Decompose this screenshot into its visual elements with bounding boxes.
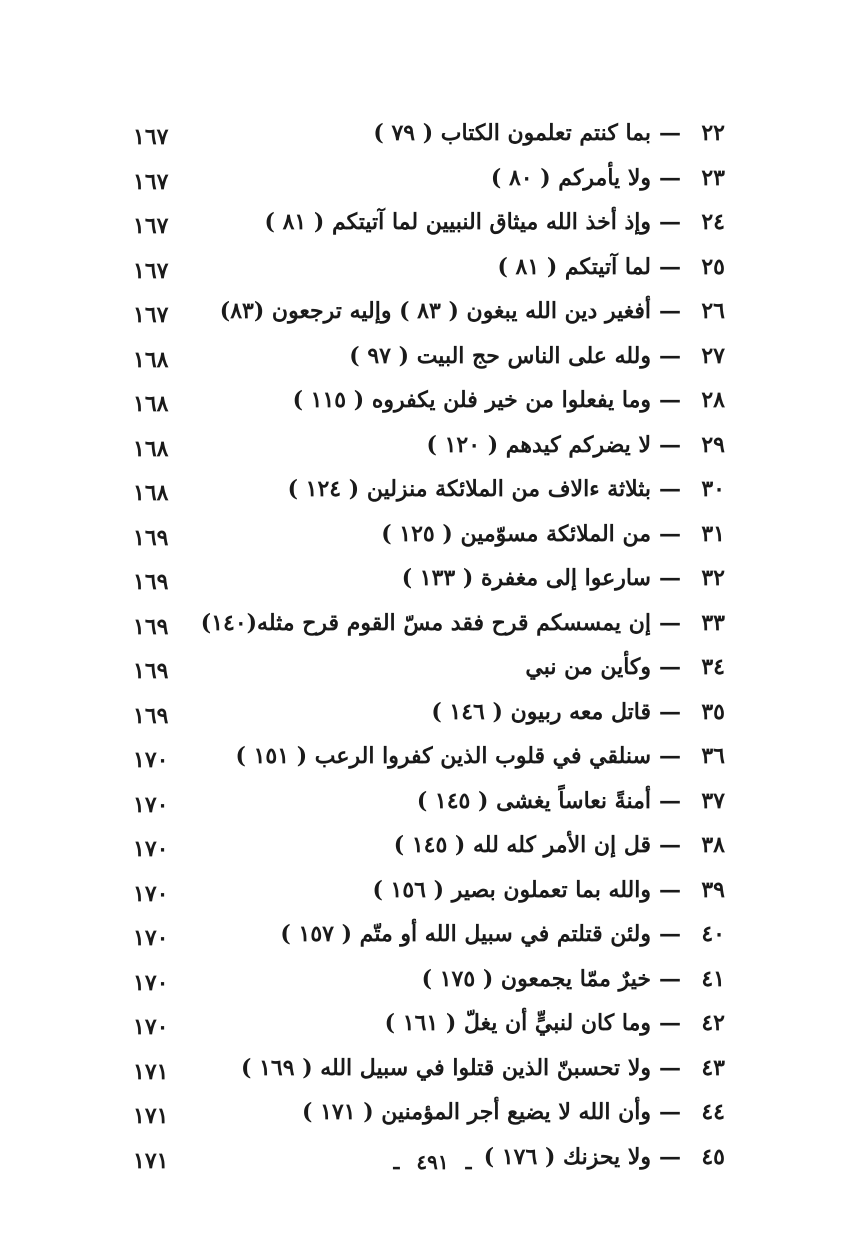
index-entry — [302, 1096, 725, 1128]
entry-page-number: ١٦٨ — [133, 391, 169, 417]
index-entry — [385, 1007, 725, 1039]
page-number: ٤٩١ — [416, 1150, 449, 1174]
entry-page-number: ١٦٨ — [133, 346, 169, 373]
entry-text: بما كنتم تعلمون الكتاب ( ٧٩ ) — [373, 120, 651, 146]
entry-dash: — — [659, 209, 681, 235]
index-row — [0, 202, 865, 247]
index-row — [0, 1003, 865, 1048]
entry-text: خيرٌ ممّا يجمعون ( ١٧٥ ) — [421, 965, 651, 992]
entry-text: وما يفعلوا من خير فلن يكفروه ( ١١٥ ) — [292, 387, 651, 413]
entry-text: سنلقي في قلوب الذين كفروا الرعب ( ١٥١ ) — [235, 743, 651, 769]
index-row — [0, 1048, 865, 1093]
entry-dash: — — [659, 787, 681, 814]
entry-number: ٢٩ — [701, 431, 725, 458]
entry-text: إن يمسسكم قرح فقد مسّ القوم قرح مثله(١٤٠) — [200, 609, 651, 636]
entry-number: ٣٣ — [701, 609, 725, 636]
entry-text: بثلاثة ءالاف من الملائكة منزلين ( ١٢٤ ) — [287, 476, 651, 502]
index-row — [0, 380, 865, 425]
entry-dash: — — [659, 342, 681, 369]
index-row — [0, 247, 865, 292]
index-entry — [491, 162, 725, 194]
entry-text: ولا يأمركم ( ٨٠ ) — [490, 164, 651, 191]
entry-number: ٤٠ — [701, 921, 725, 947]
index-entry — [201, 607, 725, 639]
entry-number: ٣٨ — [701, 832, 725, 858]
entry-number: ٣١ — [701, 520, 725, 547]
index-entry — [417, 785, 725, 817]
entry-dash: — — [659, 476, 681, 502]
entry-dash: — — [659, 120, 681, 146]
index-row — [0, 158, 865, 203]
entry-text: ولئن قتلتم في سبيل الله أو متّم ( ١٥٧ ) — [280, 921, 651, 947]
entry-page-number: ١٦٩ — [133, 569, 169, 595]
entry-number: ٣٠ — [701, 476, 725, 502]
index-row — [0, 514, 865, 559]
index-entry — [236, 740, 726, 772]
entry-number: ٤٤ — [701, 1099, 725, 1125]
entry-number: ٢٣ — [701, 164, 725, 191]
entry-text: قل إن الأمر كله لله ( ١٤٥ ) — [393, 832, 651, 858]
entry-text: وكأين من نبي — [525, 654, 651, 680]
index-row — [0, 692, 865, 737]
entry-text: أفغير دين الله يبغون ( ٨٣ ) وإليه ترجعون (٨٣) — [219, 298, 651, 324]
entry-text: وإذ أخذ الله ميثاق النبيين لما آتيتكم ( ٨١ ) — [264, 209, 651, 235]
index-list — [0, 113, 865, 1181]
entry-number: ٢٨ — [701, 387, 725, 413]
entry-page-number: ١٦٩ — [133, 524, 169, 551]
entry-dash: — — [659, 253, 681, 280]
entry-text: سارعوا إلى مغفرة ( ١٣٣ ) — [401, 565, 651, 591]
entry-dash: — — [659, 1010, 681, 1036]
index-row — [0, 870, 865, 915]
index-row — [0, 425, 865, 470]
entry-page-number: ١٦٧ — [133, 213, 169, 239]
footer-dash-left: ـ — [465, 1150, 472, 1174]
entry-text: قاتل معه ربيون ( ١٤٦ ) — [431, 698, 651, 725]
entry-page-number: ١٦٩ — [133, 613, 169, 640]
index-row — [0, 736, 865, 781]
entry-text: ولله على الناس حج البيت ( ٩٧ ) — [349, 342, 651, 369]
entry-page-number: ١٧١ — [133, 1103, 169, 1129]
entry-text: لا يضركم كيدهم ( ١٢٠ ) — [426, 431, 651, 458]
entry-number: ٣٥ — [701, 698, 725, 725]
entry-dash: — — [659, 876, 681, 903]
index-row — [0, 469, 865, 514]
entry-page-number: ١٦٧ — [133, 168, 169, 195]
entry-number: ٢٦ — [701, 298, 725, 324]
entry-text: من الملائكة مسوّمين ( ١٢٥ ) — [381, 520, 651, 547]
entry-dash: — — [659, 609, 681, 636]
entry-page-number: ١٦٧ — [133, 302, 169, 328]
entry-dash: — — [659, 1099, 681, 1125]
index-entry — [394, 829, 725, 861]
index-entry — [402, 562, 725, 594]
entry-dash: — — [659, 832, 681, 858]
entry-page-number: ١٧١ — [133, 1147, 169, 1174]
entry-number: ٣٤ — [701, 654, 725, 680]
index-row — [0, 558, 865, 603]
entry-page-number: ١٦٨ — [133, 480, 169, 506]
index-entry — [422, 963, 725, 995]
entry-page-number: ١٦٨ — [133, 435, 169, 462]
entry-number: ٤٢ — [701, 1010, 725, 1036]
entry-number: ٣٩ — [701, 876, 725, 903]
index-entry — [265, 206, 725, 238]
entry-page-number: ١٦٩ — [133, 702, 169, 729]
page-footer — [0, 1150, 865, 1174]
entry-dash: — — [659, 654, 681, 680]
index-entry — [349, 340, 725, 372]
entry-number: ٣٧ — [701, 787, 725, 814]
entry-dash: — — [659, 520, 681, 547]
entry-number: ٢٧ — [701, 342, 725, 369]
entry-page-number: ١٧١ — [133, 1058, 169, 1085]
entry-text: والله بما تعملون بصير ( ١٥٦ ) — [372, 876, 651, 903]
entry-number: ٣٢ — [701, 565, 725, 591]
entry-text: ولا تحسبنّ الذين قتلوا في سبيل الله ( ١٦٩ ) — [241, 1054, 651, 1081]
entry-dash: — — [659, 387, 681, 413]
entry-text: لما آتيتكم ( ٨١ ) — [497, 253, 651, 280]
index-entry — [293, 384, 725, 416]
entry-number: ٤١ — [701, 965, 725, 992]
entry-dash: — — [659, 298, 681, 324]
index-row — [0, 914, 865, 959]
index-row — [0, 825, 865, 870]
entry-dash: — — [659, 164, 681, 191]
entry-page-number: ١٧٠ — [133, 747, 169, 773]
entry-text: أمنةً نعاساً يغشى ( ١٤٥ ) — [416, 787, 651, 814]
entry-number: ٣٦ — [701, 743, 725, 769]
index-entry — [280, 918, 725, 950]
entry-text: ولا يحزنك ( ١٧٦ ) — [483, 1143, 651, 1170]
index-entry — [372, 874, 725, 906]
entry-number: ٢٥ — [701, 253, 725, 280]
index-entry — [373, 117, 725, 149]
index-row — [0, 781, 865, 826]
entry-dash: — — [659, 431, 681, 458]
entry-page-number: ١٧٠ — [133, 925, 169, 951]
index-row — [0, 603, 865, 648]
entry-dash: — — [659, 565, 681, 591]
entry-text: وأن الله لا يضيع أجر المؤمنين ( ١٧١ ) — [302, 1099, 651, 1125]
entry-page-number: ١٦٧ — [133, 124, 169, 150]
entry-page-number: ١٧٠ — [133, 791, 169, 818]
index-entry — [431, 696, 725, 728]
footer-dash-right: ـ — [393, 1150, 400, 1174]
entry-dash: — — [659, 1143, 681, 1170]
entry-text: وما كان لنبيٍّ أن يغلّ ( ١٦١ ) — [384, 1010, 651, 1036]
entry-page-number: ١٧٠ — [133, 880, 169, 907]
entry-page-number: ١٧٠ — [133, 836, 169, 862]
index-entry — [241, 1052, 725, 1084]
entry-page-number: ١٦٧ — [133, 257, 169, 284]
index-row — [0, 1092, 865, 1137]
index-entry — [220, 295, 725, 327]
index-entry — [525, 651, 725, 683]
entry-number: ٤٣ — [701, 1054, 725, 1081]
index-row — [0, 336, 865, 381]
entry-dash: — — [659, 965, 681, 992]
index-row — [0, 959, 865, 1004]
entry-dash: — — [659, 698, 681, 725]
entry-page-number: ١٦٩ — [133, 658, 169, 684]
entry-number: ٤٥ — [701, 1143, 725, 1170]
entry-dash: — — [659, 921, 681, 947]
entry-dash: — — [659, 1054, 681, 1081]
entry-number: ٢٢ — [701, 120, 725, 146]
entry-dash: — — [659, 743, 681, 769]
entry-page-number: ١٧٠ — [133, 1014, 169, 1040]
index-row — [0, 647, 865, 692]
index-row — [0, 291, 865, 336]
index-entry — [288, 473, 725, 505]
entry-page-number: ١٧٠ — [133, 969, 169, 996]
entry-number: ٢٤ — [701, 209, 725, 235]
index-entry — [427, 429, 725, 461]
index-entry — [381, 518, 725, 550]
index-row — [0, 113, 865, 158]
index-entry — [497, 251, 725, 283]
